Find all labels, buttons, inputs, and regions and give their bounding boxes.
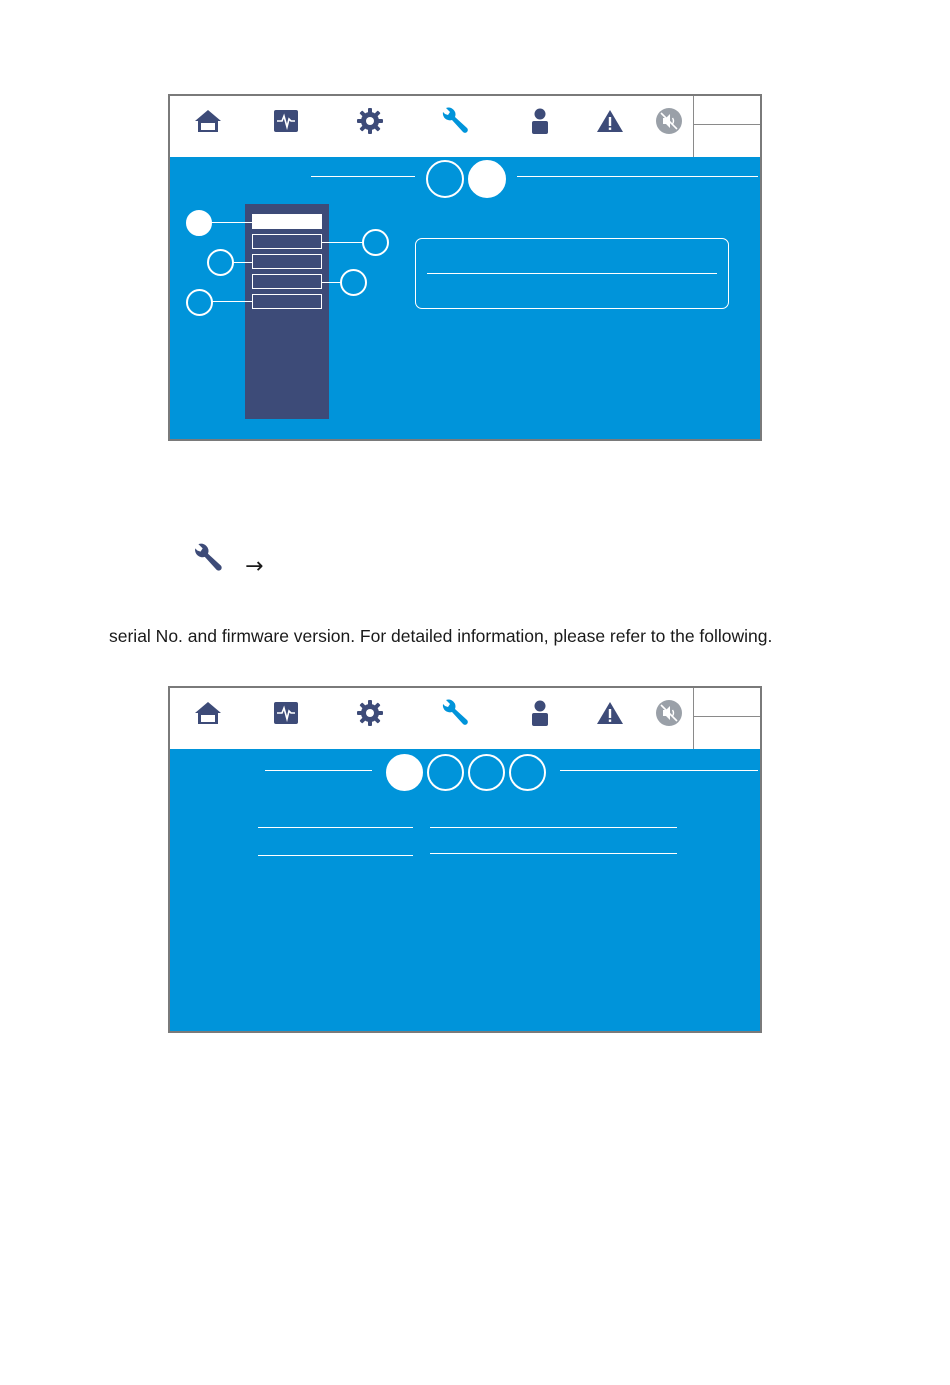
tab-indicator-2[interactable] [468,160,506,198]
field-label-line-1 [258,827,413,828]
title-line-left [311,176,415,177]
status-panel [693,688,760,749]
field-label-line-2 [258,855,413,856]
callout-line-5 [322,282,342,283]
instruction-paragraph: serial No. and firmware version. For detailed information, please refer to the following. [109,626,773,646]
callout-marker-5 [340,269,367,296]
info-display-box [415,238,729,309]
menu-item-2[interactable] [252,234,322,249]
inline-wrench-icon [191,542,225,579]
title-line-right [517,176,758,177]
title-line-right [560,770,758,771]
menu-item-1[interactable] [252,214,322,229]
callout-marker-4 [362,229,389,256]
callout-line-3 [212,301,252,302]
callout-line-4 [322,242,362,243]
settings-gear-icon[interactable] [355,698,385,728]
callout-marker-3 [186,289,213,316]
mute-speaker-icon[interactable] [654,698,684,728]
info-divider [427,273,717,274]
monitor-pulse-icon[interactable] [271,698,301,728]
tab-indicator-1[interactable] [386,754,423,791]
tab-indicator-1[interactable] [426,160,464,198]
alarm-warning-icon[interactable] [595,698,625,728]
callout-line-1 [210,222,252,223]
callout-marker-2 [207,249,234,276]
status-panel [693,96,760,157]
alarm-warning-icon[interactable] [595,106,625,136]
status-divider [694,716,760,717]
menu-item-4[interactable] [252,274,322,289]
title-line-left [265,770,372,771]
tab-indicator-2[interactable] [427,754,464,791]
callout-line-2 [234,262,252,263]
side-menu-panel [245,204,329,419]
settings-gear-icon[interactable] [355,106,385,136]
top-toolbar [170,688,760,749]
maintenance-wrench-icon[interactable] [440,106,470,136]
status-divider [694,124,760,125]
maintenance-wrench-icon[interactable] [440,698,470,728]
mute-speaker-icon[interactable] [654,106,684,136]
home-icon[interactable] [193,698,223,728]
screen-mockup-device-info [168,686,762,1033]
user-icon[interactable] [525,698,555,728]
menu-item-5[interactable] [252,294,322,309]
field-value-line-2 [430,853,677,854]
monitor-pulse-icon[interactable] [271,106,301,136]
tab-indicator-4[interactable] [509,754,546,791]
tab-indicator-3[interactable] [468,754,505,791]
top-toolbar [170,96,760,157]
field-value-line-1 [430,827,677,828]
home-icon[interactable] [193,106,223,136]
menu-item-3[interactable] [252,254,322,269]
navigation-arrow: → [245,554,264,579]
user-icon[interactable] [525,106,555,136]
screen-mockup-maintenance-menu [168,94,762,441]
callout-marker-1 [186,210,212,236]
